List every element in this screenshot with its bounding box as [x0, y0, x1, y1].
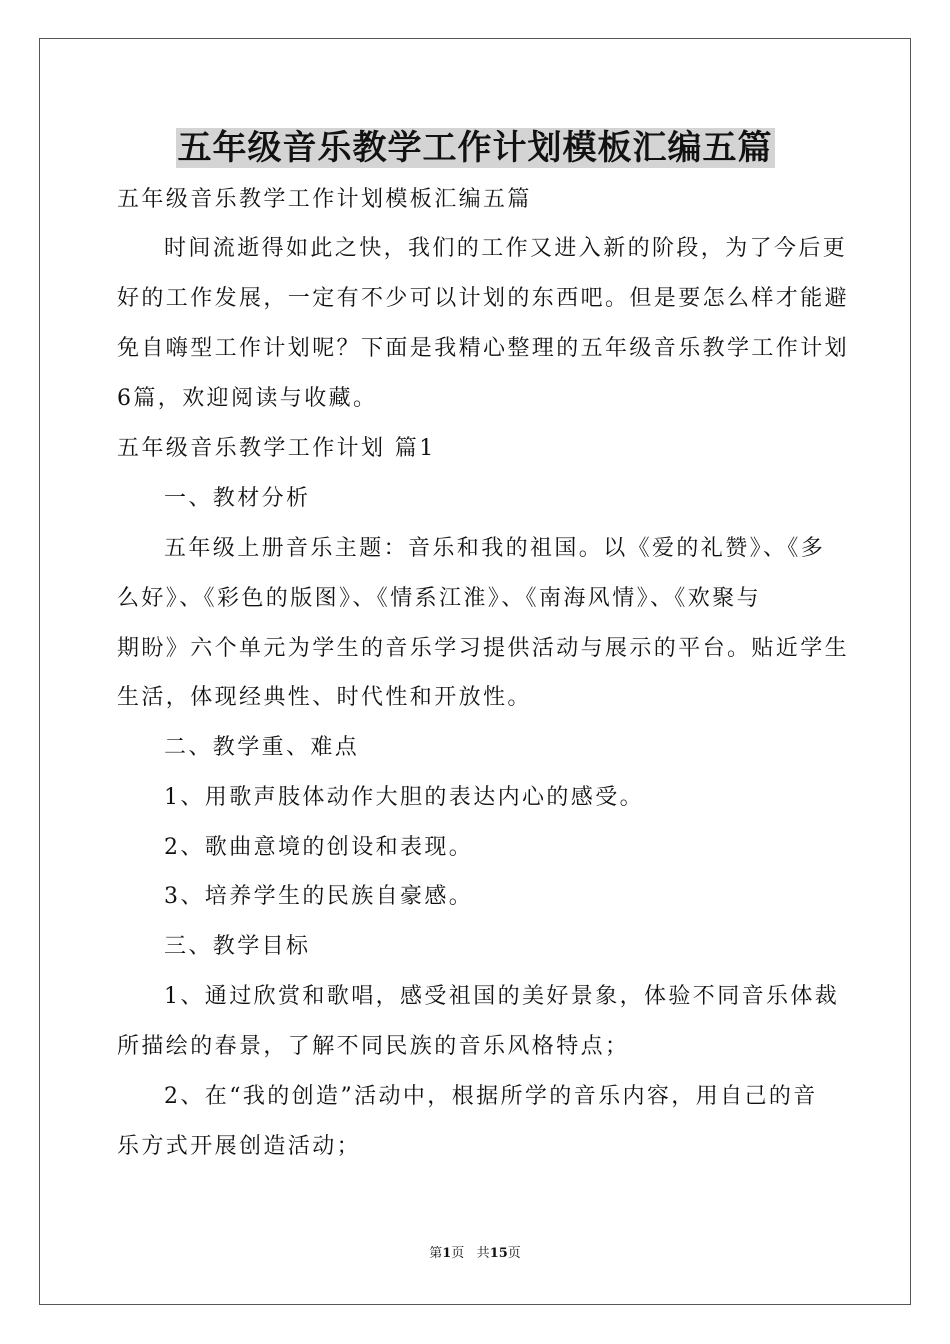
list-item: 3、培养学生的民族自豪感。 [164, 884, 474, 909]
paragraph-line: 期盼》六个单元为学生的音乐学习提供活动与展示的平台。贴近学生 [117, 636, 850, 661]
sub-heading: 一、教材分析 [164, 486, 311, 511]
paragraph-line: 五年级上册音乐主题：音乐和我的祖国。以《爱的礼赞》、《多 [164, 536, 826, 561]
list-item: 2、歌曲意境的创设和表现。 [164, 835, 474, 860]
subtitle-line: 五年级音乐教学工作计划模板汇编五篇 [117, 187, 532, 212]
page-frame [39, 38, 911, 1305]
footer-total-prefix: 共 [476, 1246, 490, 1261]
footer-page-prefix: 第 [429, 1246, 443, 1261]
section-heading: 五年级音乐教学工作计划 篇1 [117, 436, 436, 461]
paragraph-line: 时间流逝得如此之快，我们的工作又进入新的阶段，为了今后更 [164, 236, 848, 261]
document-title [0, 126, 950, 170]
list-item: 2、在“我的创造”活动中，根据所学的音乐内容，用自己的音 [164, 1084, 818, 1109]
footer-total-pages: 15 [489, 1246, 508, 1261]
footer-page-number: 1 [442, 1246, 452, 1261]
paragraph-line: 么好》、《彩色的版图》、《情系江淮》、《南海风情》、《欢聚与 [117, 586, 762, 611]
paragraph-line: 好的工作发展，一定有不少可以计划的东西吧。但是要怎么样才能避 [117, 286, 850, 311]
paragraph-line: 生活，体现经典性、时代性和开放性。 [117, 685, 532, 710]
paragraph-line: 所描绘的春景，了解不同民族的音乐风格特点； [117, 1034, 630, 1059]
sub-heading: 三、教学目标 [164, 934, 311, 959]
footer-page-suffix: 页 [451, 1246, 465, 1261]
paragraph-line: 乐方式开展创造活动； [117, 1134, 362, 1159]
list-item: 1、用歌声肢体动作大胆的表达内心的感受。 [164, 785, 644, 810]
paragraph-line: 免自嗨型工作计划呢？下面是我精心整理的五年级音乐教学工作计划 [117, 336, 850, 361]
footer-total-suffix: 页 [507, 1246, 521, 1261]
page-footer [0, 1246, 950, 1262]
list-item: 1、通过欣赏和歌唱，感受祖国的美好景象，体验不同音乐体裁 [164, 984, 840, 1009]
sub-heading: 二、教学重、难点 [164, 735, 360, 760]
document-title-text: 五年级音乐教学工作计划模板汇编五篇 [177, 128, 773, 168]
paragraph-line: 6篇，欢迎阅读与收藏。 [117, 386, 378, 411]
